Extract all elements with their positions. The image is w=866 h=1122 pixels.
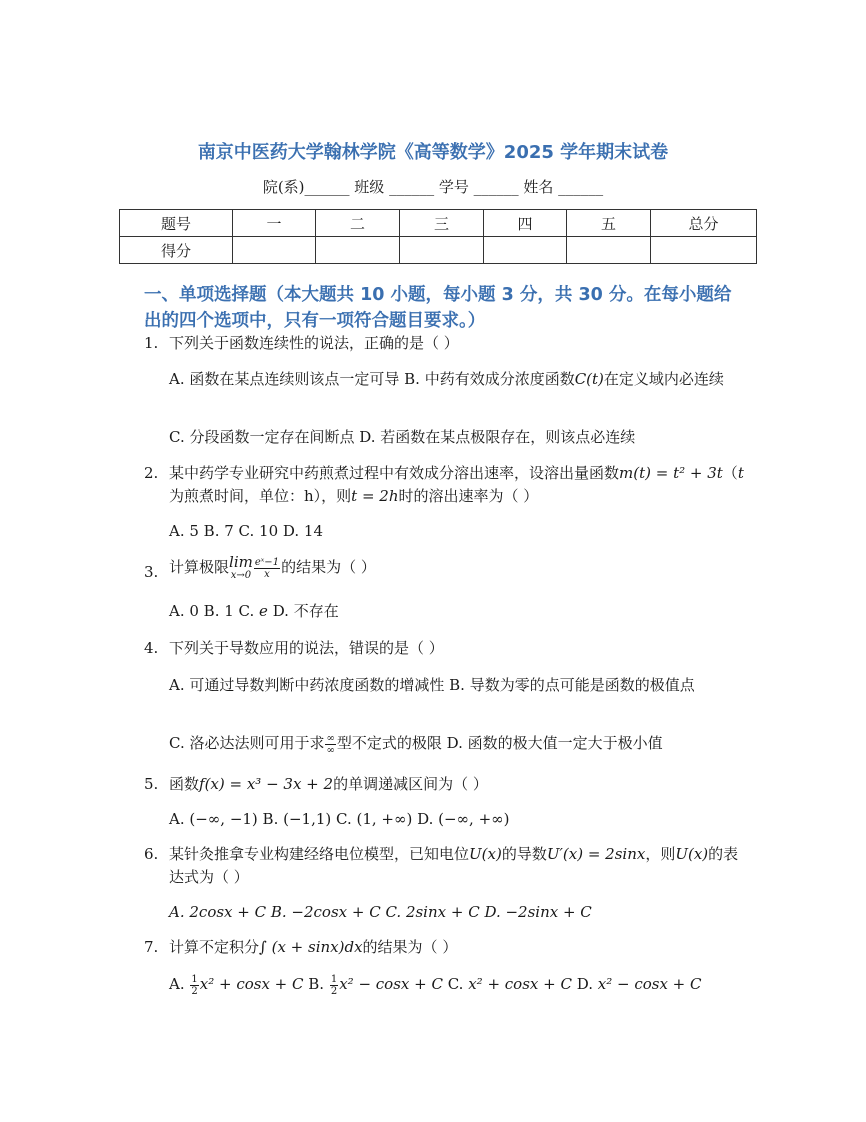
text: 时的溶出速率为（ ） — [398, 487, 539, 505]
score-table — [119, 209, 757, 264]
question-number: 5. — [144, 775, 159, 793]
question-5-options: A. (−∞, −1) B. (−1,1) C. (1, +∞) D. (−∞, +∞) — [169, 810, 510, 828]
question-text — [169, 773, 744, 796]
lim-subscript: x→0 — [230, 570, 252, 581]
fraction — [325, 733, 335, 756]
question-number: 6. — [144, 845, 159, 863]
option-label: D. — [571, 975, 598, 993]
denominator: 2 — [330, 985, 338, 997]
question-number: 7. — [144, 938, 159, 956]
math-expr: U′(x) = 2sinx — [546, 845, 646, 863]
denominator: x — [264, 568, 270, 580]
question-1 — [144, 332, 744, 355]
question-2-options: A. 5 B. 7 C. 10 D. 14 — [169, 522, 323, 540]
text: ，则 — [645, 845, 676, 863]
question-5 — [144, 773, 744, 796]
question-7 — [144, 936, 744, 959]
limit-expr — [229, 553, 253, 582]
math-expr: x² − cosx + C — [597, 975, 702, 993]
question-text: 下列关于函数连续性的说法，正确的是（ ） — [169, 334, 459, 352]
table-cell: 得分 — [120, 237, 233, 264]
table-cell: 一 — [233, 210, 316, 237]
math-expr: C(t) — [574, 370, 604, 388]
question-7-options — [169, 973, 744, 997]
question-number: 2. — [144, 464, 159, 482]
option-label: A. — [169, 975, 190, 993]
denominator: ∞ — [326, 744, 335, 756]
text: 的结果为（ ） — [281, 558, 376, 576]
math-expr: U(x) — [469, 845, 502, 863]
question-text — [169, 936, 744, 959]
text: 的单调递减区间为（ ） — [333, 775, 488, 793]
question-6-options: A. 2cosx + C B. −2cosx + C C. 2sinx + C D. −2sinx + C — [169, 903, 592, 921]
numerator: 1 — [330, 973, 338, 985]
option-text: D. 不存在 — [267, 602, 339, 620]
table-cell: 题号 — [120, 210, 233, 237]
math-expr: x² − cosx + C — [339, 975, 443, 993]
score-cell — [567, 237, 651, 264]
score-cell — [316, 237, 400, 264]
question-text: 下列关于导数应用的说法，错误的是（ ） — [169, 639, 444, 657]
table-row — [120, 210, 757, 237]
question-text — [169, 843, 744, 889]
score-cell — [651, 237, 757, 264]
option-label: C. — [442, 975, 469, 993]
fraction — [254, 557, 280, 580]
question-4-options-cd — [169, 732, 744, 756]
question-3-options — [169, 600, 744, 623]
math-expr: ∫ (x + sinx)dx — [259, 938, 363, 956]
math-expr: m(t) = t² + 3t — [619, 464, 723, 482]
math-expr: f(x) = x³ − 3x + 2 — [199, 775, 334, 793]
lim-label: lim — [229, 553, 253, 571]
text: 的表达式为（ ） — [169, 845, 739, 886]
table-cell: 四 — [484, 210, 567, 237]
text: 某针灸推拿专业构建经络电位模型，已知电位 — [169, 845, 470, 863]
question-4 — [144, 637, 744, 660]
option-text: A. 函数在某点连续则该点一定可导 B. 中药有效成分浓度函数 — [169, 370, 575, 388]
table-cell: 三 — [400, 210, 484, 237]
option-text: A. 0 B. 1 C. — [169, 602, 260, 620]
text: 计算极限 — [169, 558, 230, 576]
fraction — [190, 974, 198, 997]
question-4-options-ab: A. 可通过导数判断中药浓度函数的增减性 B. 导数为零的点可能是函数的极值点 — [169, 676, 695, 694]
fraction — [330, 974, 338, 997]
text: （ — [722, 464, 738, 482]
score-cell — [233, 237, 316, 264]
math-expr: e — [259, 602, 268, 620]
text: 的导数 — [501, 845, 547, 863]
score-cell — [400, 237, 484, 264]
question-1-options-ab — [169, 368, 744, 391]
table-cell: 总分 — [651, 210, 757, 237]
option-text: 在定义域内必连续 — [603, 370, 724, 388]
question-2 — [144, 462, 744, 508]
math-expr: U(x) — [675, 845, 709, 863]
question-number: 4. — [144, 639, 159, 657]
option-text: 型不定式的极限 D. 函数的极大值一定大于极小值 — [336, 734, 663, 752]
option-text: C. 洛必达法则可用于求 — [169, 734, 325, 752]
question-3 — [144, 553, 744, 582]
numerator: ∞ — [326, 732, 335, 744]
page-title: 南京中医药大学翰林学院《高等数学》2025 学年期末试卷 — [197, 142, 669, 163]
question-text — [169, 462, 744, 508]
option-label: B. — [303, 975, 329, 993]
math-expr: t = 2h — [351, 487, 399, 505]
question-number: 1. — [144, 334, 159, 352]
table-cell: 五 — [567, 210, 651, 237]
numerator: eˣ−1 — [254, 556, 280, 568]
score-cell — [484, 237, 567, 264]
math-expr: x² + cosx + C — [468, 975, 572, 993]
denominator: 2 — [191, 985, 198, 997]
section-heading: 一、单项选择题（本大题共 10 小题，每小题 3 分，共 30 分。在每小题给出的四个选项中，只有一项符合题目要求。） — [144, 285, 732, 331]
numerator: 1 — [191, 973, 198, 985]
question-number: 3. — [144, 563, 159, 581]
table-row — [120, 237, 757, 264]
text: 函数 — [169, 775, 200, 793]
text: 为煎煮时间，单位：h），则 — [169, 487, 352, 505]
question-1-options-cd: C. 分段函数一定存在间断点 D. 若函数在某点极限存在，则该点必连续 — [169, 428, 636, 446]
student-info-line: 院(系)______ 班级 ______ 学号 ______ 姓名 ______ — [262, 178, 604, 196]
text: 某中药学专业研究中药煎煮过程中有效成分溶出速率，设溶出量函数 — [169, 464, 620, 482]
math-expr: x² + cosx + C — [199, 975, 304, 993]
math-expr: t — [737, 464, 744, 482]
text: 的结果为（ ） — [362, 938, 458, 956]
question-text — [169, 553, 744, 582]
text: 计算不定积分 — [169, 938, 260, 956]
table-cell: 二 — [316, 210, 400, 237]
question-6 — [144, 843, 744, 889]
